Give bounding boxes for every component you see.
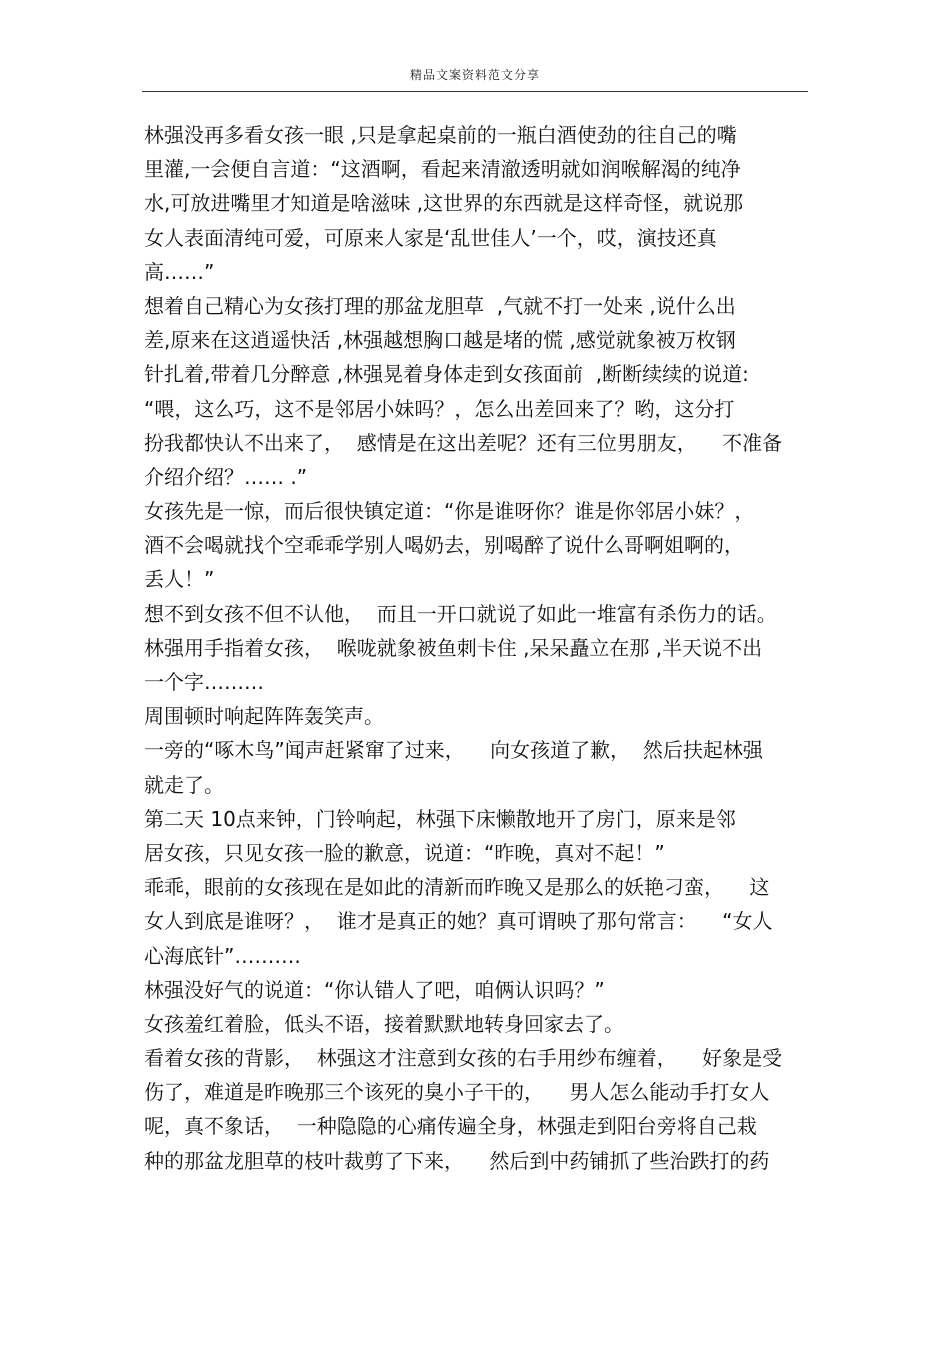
text-line: 介绍介绍？…… .” [144, 464, 308, 489]
text-line: 女孩羞红着脸，低头不语，接着默默地转身回家去了。 [144, 1011, 624, 1036]
text-line: “喂，这么巧，这不是邻居小妹吗？，怎么出差回来了？哟，这分打 [144, 396, 735, 421]
text-line: 看着女孩的背影， 林强这才注意到女孩的右手用纱布缠着， 好象是受 [144, 1046, 783, 1071]
text-line: 种的那盆龙胆草的枝叶裁剪了下来， 然后到中药铺抓了些治跌打的药 [144, 1148, 770, 1173]
text-line: 酒不会喝就找个空乖乖学别人喝奶去，别喝醉了说什么哥啊姐啊的， [144, 533, 744, 558]
text-line: 高……” [144, 259, 215, 284]
text-line: 伤了，难道是昨晚那三个该死的臭小子干的， 男人怎么能动手打女人 [144, 1080, 770, 1105]
text-line: 差,原来在这逍遥快活 ,林强越想胸口越是堵的慌 ,感觉就象被万枚钢 [144, 328, 736, 353]
text-line: 居女孩，只见女孩一脸的歉意，说道：“昨晚，真对不起！” [144, 840, 665, 865]
text-line: 扮我都快认不出来了， 感情是在这出差呢？还有三位男朋友， 不准备 [144, 430, 783, 455]
text-line: 想不到女孩不但不认他， 而且一开口就说了如此一堆富有杀伤力的话。 [144, 601, 777, 626]
text-line: 女人表面清纯可爱，可原来人家是‘乱世佳人’一个，哎，演技还真 [144, 225, 717, 250]
header-divider [142, 91, 808, 92]
text-line: 水,可放进嘴里才知道是啥滋味 ,这世界的东西就是这样奇怪，就说那 [144, 191, 744, 216]
text-line: 就走了。 [144, 772, 224, 797]
text-line: 乖乖，眼前的女孩现在是如此的清新而昨晚又是那么的妖艳刁蛮， 这 [144, 875, 770, 900]
text-line: 女人到底是谁呀？， 谁才是真正的她？真可谓映了那句常言： “女人 [144, 909, 773, 934]
text-line: 丢人！” [144, 567, 215, 592]
text-line: 女孩先是一惊，而后很快镇定道：“你是谁呀你？谁是你邻居小妹？， [144, 499, 755, 524]
document-body [144, 118, 812, 1178]
text-line: 呢，真不象话， 一种隐隐的心痛传遍全身，林强走到阳台旁将自己栽 [144, 1114, 757, 1139]
text-line: 周围顿时响起阵阵轰笑声。 [144, 704, 384, 729]
text-line: 第二天 10点来钟，门铃响起，林强下床懒散地开了房门，原来是邻 [144, 806, 736, 831]
text-line: 里灌,一会便自言道：“这酒啊，看起来清澈透明就如润喉解渴的纯净 [144, 157, 741, 182]
text-line: 林强没好气的说道：“你认错人了吧，咱俩认识吗？” [144, 977, 605, 1002]
text-line: 想着自己精心为女孩打理的那盆龙胆草 ,气就不打一处来 ,说什么出 [144, 293, 736, 318]
page-header: 精品文案资料范文分享 [409, 68, 540, 82]
text-line: 针扎着,带着几分醉意 ,林强晃着身体走到女孩面前 ,断断续续的说道: [144, 362, 749, 387]
text-line: 林强用手指着女孩， 喉咙就象被鱼刺卡住 ,呆呆矗立在那 ,半天说不出 [144, 635, 763, 660]
text-line: 心海底针”………. [144, 943, 301, 968]
text-line: 一个字……… [144, 670, 264, 694]
text-line: 林强没再多看女孩一眼 ,只是拿起桌前的一瓶白酒使劲的往自己的嘴 [144, 123, 737, 147]
text-line: 一旁的“啄木鸟”闻声赶紧窜了过来， 向女孩道了歉， 然后扶起林强 [144, 738, 763, 763]
